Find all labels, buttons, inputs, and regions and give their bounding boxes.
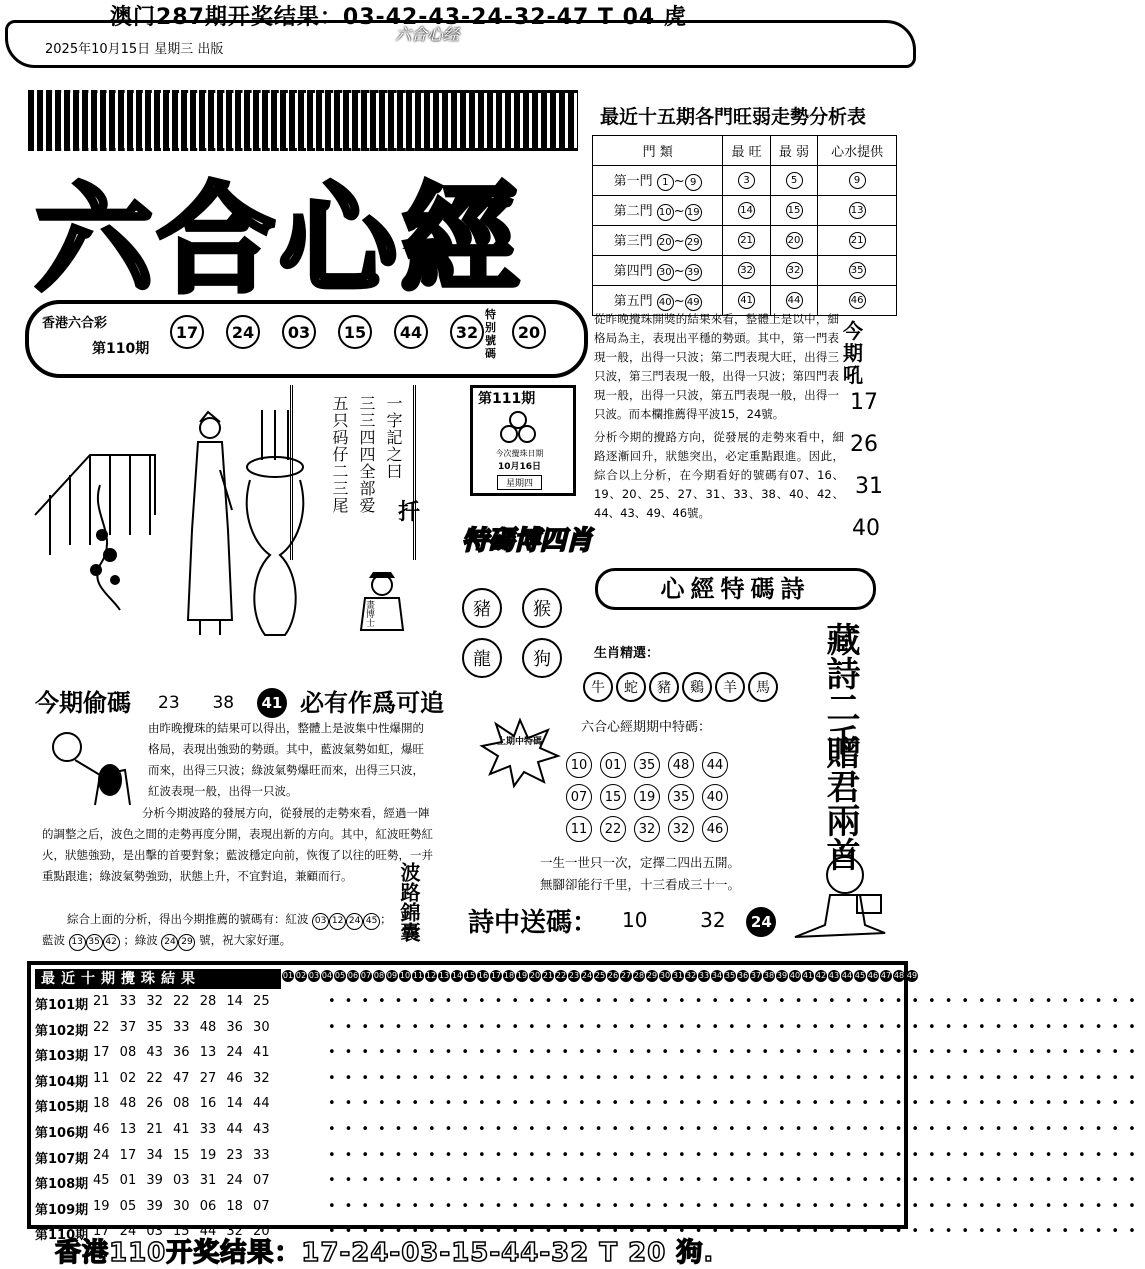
fence-vine-illustration <box>30 445 160 620</box>
number-header-ball: 47 <box>880 971 892 980</box>
poem-line-1: 一生一世只一次，定擇二四出五開。 <box>540 855 741 870</box>
trend-table <box>592 135 897 316</box>
number-header-ball: 19 <box>516 971 528 980</box>
hot-value: 14 <box>738 202 755 219</box>
hot-cell <box>723 196 770 226</box>
result-row <box>35 1147 1145 1167</box>
gate-name: 第五門 <box>613 294 653 309</box>
result-numbers: 19 05 39 30 06 18 07 <box>93 1198 270 1214</box>
result-dot-grid: ••••••••••••••••••••••••••••••••••••••••••••••••• <box>328 1019 1145 1035</box>
number-header-ball: 27 <box>620 971 632 980</box>
number-header-ball: 44 <box>841 971 853 980</box>
steal-text-1: 由昨晚攪珠的結果可以得出，整體上是波集中性爆開的格局，表現出強勁的勢頭。其中，藍波氣勢如虹，爆旺而來，出得三只波；綠波氣勢爆旺而來，出得三只波，紅波表現一般，出得一只波。 <box>148 721 424 798</box>
cold-value: 32 <box>786 262 803 279</box>
cold-cell <box>770 256 817 286</box>
mid-number: 19 <box>634 784 660 810</box>
number-header-ball: 08 <box>373 971 385 980</box>
analysis-paragraph-1: 從昨晚攪珠開獎的結果來看，整體上是以中，細格局為主，表現出平穩的勢頭。其中，第一門表現一般，出得一只波；第二門表現大旺，出得三只波，第三門表現一般，出得一只波；第四門表現一般，出得一只波，第五門表現一般，出得一只波。而本欄推薦得平波15，24號。 <box>594 312 839 421</box>
green-label: ；綠波 <box>123 933 158 947</box>
zodiac-ball: 狗 <box>522 638 562 678</box>
tip-value: 13 <box>849 202 866 219</box>
result-dot-grid: ••••••••••••••••••••••••••••••••••••••••••••••••• <box>328 1147 1145 1163</box>
result-issue: 第106期 <box>35 1126 89 1141</box>
result-row <box>35 994 1145 1013</box>
range-to: 9 <box>685 174 702 191</box>
number-header-ball: 22 <box>555 971 567 980</box>
result-dot-grid: ••••••••••••••••••••••••••••••••••••••••••••••••• <box>328 1045 1145 1061</box>
hot-cell <box>723 256 770 286</box>
verse-col-3: 五只码仔二三尾 <box>330 395 349 514</box>
number-header-ball: 07 <box>360 971 372 980</box>
number-header-ball: 20 <box>529 971 541 980</box>
number-header-ball: 39 <box>776 971 788 980</box>
number-header-ball: 28 <box>633 971 645 980</box>
number-header-ball: 17 <box>490 971 502 980</box>
zodiac-pick: 豬 <box>649 672 679 702</box>
send-ball: 24 <box>746 907 776 937</box>
col-hot: 最 旺 <box>723 136 770 166</box>
mid-number: 46 <box>702 816 728 842</box>
next-issue: 第111期 <box>478 391 536 407</box>
hot-value: 21 <box>738 232 755 249</box>
cold-value: 5 <box>786 172 803 189</box>
mid-number: 35 <box>668 784 694 810</box>
result-dot-grid: ••••••••••••••••••••••••••••••••••••••••••••••••• <box>328 1070 1145 1086</box>
tip-value: 9 <box>849 172 866 189</box>
number-header-ball: 24 <box>581 971 593 980</box>
side-title-2: 贈君兩首 <box>820 735 860 871</box>
col-tip: 心水提供 <box>818 136 897 166</box>
hot-value: 3 <box>738 172 755 189</box>
gate-name: 第三門 <box>613 234 653 249</box>
thinking-man-illustration <box>45 725 140 810</box>
range-to: 49 <box>685 294 702 311</box>
blue-ball: 13 <box>69 934 86 951</box>
result-dot-grid: ••••••••••••••••••••••••••••••••••••••••••••••••• <box>328 1173 1145 1189</box>
red-ball: 24 <box>346 913 363 930</box>
send-number: 10 <box>622 908 648 932</box>
hou-number: 31 <box>855 474 883 499</box>
mid-number: 01 <box>600 752 626 778</box>
number-header-ball: 06 <box>347 971 359 980</box>
hot-cell <box>723 166 770 196</box>
result-numbers: 46 13 21 41 33 44 43 <box>93 1122 270 1137</box>
number-header-ball: 43 <box>828 971 840 980</box>
zodiac-ball: 猴 <box>522 588 562 628</box>
cold-cell <box>770 196 817 226</box>
number-header-ball: 36 <box>737 971 749 980</box>
macau-result-headline: 澳门287期开奖结果：03-42-43-24-32-47 T 04 虎 <box>110 5 687 30</box>
tip-cell <box>818 166 897 196</box>
brand-mark: 六合心经 <box>395 25 460 44</box>
number-header-ball: 33 <box>698 971 710 980</box>
range-to: 19 <box>685 204 702 221</box>
reading-man-illustration <box>785 845 900 945</box>
number-header-ball: 45 <box>854 971 866 980</box>
result-dot-grid: ••••••••••••••••••••••••••••••••••••••••••••••••• <box>328 1224 1145 1240</box>
number-header-row <box>282 970 918 988</box>
result-row <box>35 1173 1145 1193</box>
zodiac-pick: 羊 <box>715 672 745 702</box>
tip-cell <box>818 196 897 226</box>
special-ball-wrap <box>512 315 546 349</box>
mid-number: 48 <box>668 752 694 778</box>
verse-col-2: 三三四四全部爱 <box>357 395 376 514</box>
mid-number-grid <box>566 752 730 842</box>
blue-ball: 35 <box>86 934 103 951</box>
badge-text: 上期中特碼 <box>497 737 543 747</box>
mid-number: 32 <box>668 816 694 842</box>
range-from: 30 <box>657 264 674 281</box>
mid-number: 40 <box>702 784 728 810</box>
result-row <box>35 1198 1145 1218</box>
send-number: 32 <box>700 908 726 932</box>
red-ball: 03 <box>312 913 329 930</box>
rec-outro: 號，祝大家好運。 <box>199 933 292 947</box>
range-from: 10 <box>657 204 674 221</box>
zodiac-pick: 牛 <box>583 672 613 702</box>
steal-title: 今期偷碼 <box>35 688 131 717</box>
tip-cell <box>818 226 897 256</box>
side-title-1: 藏詩二千 <box>820 622 860 758</box>
decorative-strip <box>28 90 578 151</box>
zodiac-pick: 鷄 <box>682 672 712 702</box>
number-header-ball: 26 <box>607 971 619 980</box>
number-header-ball: 18 <box>503 971 515 980</box>
result-issue: 第102期 <box>35 1023 89 1039</box>
number-header-ball: 48 <box>893 971 905 980</box>
col-cold: 最 弱 <box>770 136 817 166</box>
result-dot-grid: ••••••••••••••••••••••••••••••••••••••••••••••••• <box>328 1122 1145 1137</box>
number-header-ball: 23 <box>568 971 580 980</box>
result-numbers: 18 48 26 08 16 14 44 <box>93 1096 270 1112</box>
number-header-ball: 42 <box>815 971 827 980</box>
number-header-ball: 15 <box>464 971 476 980</box>
cold-value: 15 <box>786 202 803 219</box>
number-header-ball: 30 <box>659 971 671 980</box>
analysis-paragraph-2: 分析今期的攪路方向，從發展的走勢來看中，細路逐漸回升，狀態突出，必定重點跟進。因此，綜合以上分析，在今期看好的號碼有07、16、19、20、25、27、31、33、38、40、42、44、43、49、46號。 <box>594 430 844 520</box>
number-header-ball: 04 <box>321 971 333 980</box>
number-header-ball: 14 <box>451 971 463 980</box>
doctor-label: 畫博士 <box>364 600 374 627</box>
result-dot-grid: ••••••••••••••••••••••••••••••••••••••••••••••••• <box>328 1198 1145 1214</box>
number-header-ball: 11 <box>412 971 424 980</box>
number-header-ball: 29 <box>646 971 658 980</box>
publish-date: 2025年10月15日 星期三 出版 <box>45 42 224 57</box>
number-header-ball: 46 <box>867 971 879 980</box>
result-numbers: 22 37 35 33 48 36 30 <box>93 1019 270 1035</box>
blue-label: 藍波 <box>42 933 65 947</box>
tema-zodiacs <box>462 588 570 678</box>
gate-name: 第二門 <box>613 204 653 219</box>
number-header-ball: 05 <box>334 971 346 980</box>
cold-value: 44 <box>786 292 803 309</box>
mid-number: 22 <box>600 816 626 842</box>
green-ball: 29 <box>178 934 195 951</box>
table-row <box>593 226 897 256</box>
result-row <box>35 1122 1145 1141</box>
hk-result-footer: 香港110开奖结果：17-24-03-15-44-32 T 20 狗. <box>55 1238 715 1268</box>
result-numbers: 24 17 34 15 19 23 33 <box>93 1147 270 1163</box>
mid-number: 35 <box>634 752 660 778</box>
hot-value: 41 <box>738 292 755 309</box>
draw-date-block <box>477 448 562 490</box>
result-ball: 32 <box>450 315 484 349</box>
range-to: 39 <box>685 264 702 281</box>
result-issue: 第101期 <box>35 998 89 1013</box>
gate-cell: 第三門 20 ~ 29 <box>593 226 723 256</box>
results-title: 最近十期攪珠結果 <box>35 969 281 989</box>
steal-ball: 41 <box>257 688 287 718</box>
zodiac-pick: 蛇 <box>616 672 646 702</box>
number-header-ball: 01 <box>282 971 294 980</box>
number-header-ball: 02 <box>295 971 307 980</box>
zodiac-pick: 馬 <box>748 672 778 702</box>
number-header-ball: 16 <box>477 971 489 980</box>
verse-col-1: 一字記之曰 <box>384 395 403 480</box>
hou-number: 40 <box>852 516 880 541</box>
result-row <box>35 1019 1145 1039</box>
result-issue: 第107期 <box>35 1151 89 1167</box>
special-ball: 20 <box>512 315 546 349</box>
number-header-ball: 13 <box>438 971 450 980</box>
mid-number: 32 <box>634 816 660 842</box>
result-issue: 第103期 <box>35 1049 89 1065</box>
mid-number: 07 <box>566 784 592 810</box>
table-row <box>593 166 897 196</box>
verse-word: 扦 <box>398 500 421 525</box>
zodiac-picks <box>583 672 778 702</box>
gate-cell: 第一門 1 ~ 9 <box>593 166 723 196</box>
number-header-ball: 09 <box>386 971 398 980</box>
result-ball: 03 <box>282 315 316 349</box>
number-header-ball: 34 <box>711 971 723 980</box>
red-ball: 45 <box>363 913 380 930</box>
masthead-title: 六合心經 <box>35 170 524 309</box>
result-ball: 15 <box>338 315 372 349</box>
mid-number: 15 <box>600 784 626 810</box>
number-header-ball: 03 <box>308 971 320 980</box>
zodiac-ball: 龍 <box>462 638 502 678</box>
starburst-badge <box>480 718 560 788</box>
draw-date-label: 今次攪珠日期 <box>495 449 544 458</box>
tip-value: 46 <box>849 292 866 309</box>
cold-value: 20 <box>786 232 803 249</box>
number-header-ball: 49 <box>906 971 918 980</box>
result-ball: 17 <box>170 315 204 349</box>
last-result-balls <box>170 315 484 349</box>
result-dot-grid: ••••••••••••••••••••••••••••••••••••••••••••••••• <box>328 994 1145 1009</box>
result-row <box>35 1045 1145 1065</box>
result-issue: 第105期 <box>35 1100 89 1116</box>
result-issue: 第110期 <box>35 1228 89 1244</box>
cold-cell <box>770 166 817 196</box>
send-code-title: 詩中送碼： <box>468 908 599 938</box>
range-from: 1 <box>657 174 674 191</box>
number-header-ball: 37 <box>750 971 762 980</box>
number-header-ball: 25 <box>594 971 606 980</box>
special-poem-title: 心經特碼詩 <box>595 568 876 610</box>
result-row <box>35 1096 1145 1116</box>
number-header-ball: 40 <box>789 971 801 980</box>
mid-number: 10 <box>566 752 592 778</box>
range-to: 29 <box>685 234 702 251</box>
gate-name: 第四門 <box>613 264 653 279</box>
draw-weekday: 星期四 <box>497 475 542 490</box>
result-numbers: 11 02 22 47 27 46 32 <box>93 1070 270 1086</box>
number-header-ball: 32 <box>685 971 697 980</box>
green-ball: 24 <box>161 934 178 951</box>
number-header-ball: 12 <box>425 971 437 980</box>
steal-numbers <box>158 688 287 718</box>
hot-value: 32 <box>738 262 755 279</box>
result-dot-grid: ••••••••••••••••••••••••••••••••••••••••••••••••• <box>328 1096 1145 1112</box>
range-from: 40 <box>657 294 674 311</box>
zodiac-pick-label: 生肖精選： <box>594 646 660 661</box>
result-numbers: 45 01 39 03 31 24 07 <box>93 1173 270 1189</box>
hou-number: 17 <box>850 390 878 415</box>
result-numbers: 21 33 32 22 28 14 25 <box>93 994 270 1009</box>
cold-cell <box>770 226 817 256</box>
zodiac-ball: 豬 <box>462 588 502 628</box>
last-issue: 第110期 <box>92 341 150 357</box>
number-header-ball: 31 <box>672 971 684 980</box>
result-ball: 44 <box>394 315 428 349</box>
hou-number: 26 <box>850 432 878 457</box>
number-header-ball: 41 <box>802 971 814 980</box>
blue-ball: 42 <box>103 934 120 951</box>
result-row <box>35 1070 1145 1090</box>
steal-text-2: 分析今期波路的發展方向，從發展的走勢來看，經過一陣的調整之后，波色之間的走勢再度分開，表現出新的方向。其中，紅波旺勢紅火，狀態強勁，是出擊的首要對象；藍波穩定向前，恢復了以往的旺勢，一并重點跟進；綠波氣勢強勁，狀態上升，不宜對追，兼顧而行。 <box>42 806 433 883</box>
gate-cell: 第四門 30 ~ 39 <box>593 256 723 286</box>
trend-table-title: 最近十五期各門旺弱走勢分析表 <box>600 106 867 128</box>
steal-text-3: 綜合上面的分析，得出今期推薦的號碼有：紅波 03 12 24 45 ； 藍波 13 35 42 ；綠波 24 29 號，祝大家好運。 <box>42 909 402 951</box>
result-numbers: 17 24 03 15 44 32 20 <box>93 1224 270 1240</box>
gate-cell: 第五門 40 ~ 49 <box>593 286 723 316</box>
steal-tail: 必有作爲可追 <box>300 688 444 717</box>
mid-number: 44 <box>702 752 728 778</box>
number-header-ball: 21 <box>542 971 554 980</box>
bolu-side-title: 波路錦囊 <box>397 862 421 942</box>
draw-date: 10月16日 <box>497 462 542 472</box>
result-issue: 第104期 <box>35 1074 89 1090</box>
result-ball: 24 <box>226 315 260 349</box>
mid-number: 11 <box>566 816 592 842</box>
col-gate: 門 類 <box>593 136 723 166</box>
tip-value: 35 <box>849 262 866 279</box>
red-ball: 12 <box>329 913 346 930</box>
range-from: 20 <box>657 234 674 251</box>
gate-name: 第一門 <box>613 174 653 189</box>
special-label: 特别號碼 <box>485 308 496 360</box>
tema-four-title: 特碼博四肖 <box>462 526 593 556</box>
today-hou-label: 今期吼 <box>843 319 863 387</box>
number-header-ball: 38 <box>763 971 775 980</box>
clover-icon <box>498 410 538 446</box>
number-header-ball: 10 <box>399 971 411 980</box>
lottery-brand: 香港六合彩 <box>42 316 108 331</box>
hot-cell <box>723 226 770 256</box>
gate-cell: 第二門 10 ~ 19 <box>593 196 723 226</box>
result-numbers: 17 08 43 36 13 24 41 <box>93 1045 270 1061</box>
result-issue: 第109期 <box>35 1202 89 1218</box>
poem-line-2: 無腳卻能行千里，十三看成三十一。 <box>540 877 741 892</box>
mid-label: 六合心經期期中特碼： <box>581 720 712 735</box>
steal-number: 23 <box>158 693 180 713</box>
table-row <box>593 196 897 226</box>
verse-box <box>290 385 416 560</box>
table-row <box>593 256 897 286</box>
rec-intro: 綜合上面的分析，得出今期推薦的號碼有：紅波 <box>67 912 309 926</box>
result-issue: 第108期 <box>35 1177 89 1193</box>
tip-value: 21 <box>849 232 866 249</box>
steal-number: 38 <box>212 693 235 713</box>
tip-cell <box>818 256 897 286</box>
scholar-illustration <box>180 410 240 640</box>
number-header-ball: 35 <box>724 971 736 980</box>
send-code-numbers <box>622 907 776 937</box>
